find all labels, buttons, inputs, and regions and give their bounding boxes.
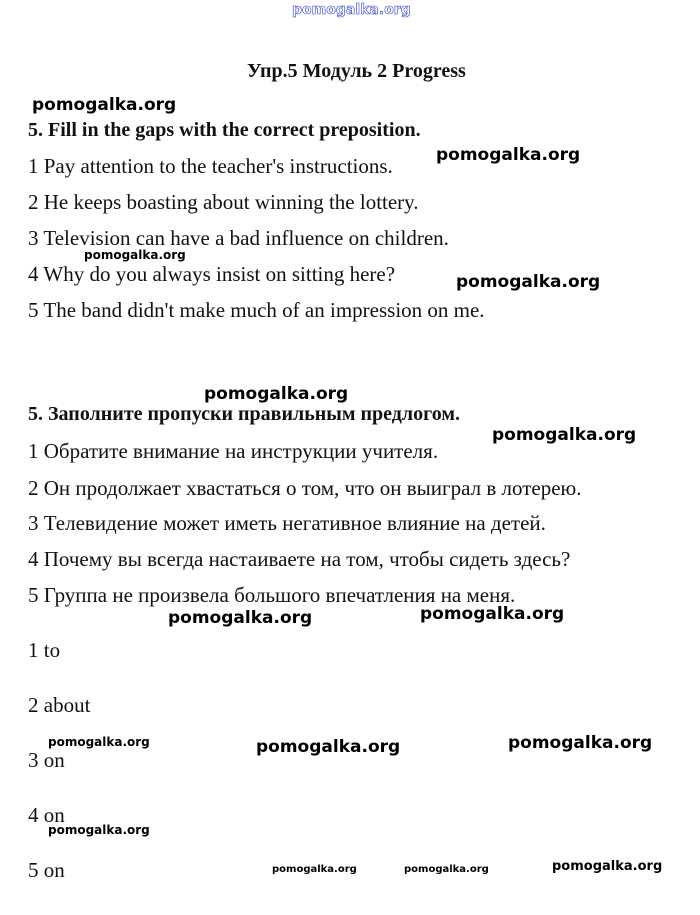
english-line-5: 5 The band didn't make much of an impression on me. [28,298,485,322]
watermark: pomogalka.org [492,425,637,445]
answer-1: 1 to [28,638,61,662]
watermark: pomogalka.org [404,864,489,875]
answer-3: 3 on [28,748,65,772]
watermark: pomogalka.org [456,272,601,292]
russian-line-4: 4 Почему вы всегда настаиваете на том, чтобы сидеть здесь? [28,547,571,571]
english-line-3: 3 Television can have a bad influence on children. [28,226,449,250]
page-title: Упр.5 Модуль 2 Progress [247,60,466,82]
watermark: pomogalka.org [168,608,313,628]
watermark: pomogalka.org [84,248,186,262]
watermark: pomogalka.org [272,864,357,875]
english-line-1: 1 Pay attention to the teacher's instructions. [28,154,393,178]
answer-5: 5 on [28,858,65,882]
watermark: pomogalka.org [204,384,349,404]
watermark: pomogalka.org [508,733,653,753]
english-line-4: 4 Why do you always insist on sitting here? [28,262,396,286]
answer-2: 2 about [28,693,91,717]
russian-line-5: 5 Группа не произвела большого впечатления на меня. [28,583,516,607]
watermark: pomogalka.org [256,737,401,757]
watermark: pomogalka.org [32,95,177,115]
watermark: pomogalka.org [48,735,150,749]
english-line-2: 2 He keeps boasting about winning the lottery. [28,190,419,214]
watermark: pomogalka.org [420,604,565,624]
header-watermark: pomogalka.org [292,2,411,18]
answer-4: 4 on [28,803,65,827]
russian-line-3: 3 Телевидение может иметь негативное влияние на детей. [28,511,546,535]
watermark: pomogalka.org [436,145,581,165]
watermark: pomogalka.org [552,859,663,874]
russian-line-2: 2 Он продолжает хвастаться о том, что он выиграл в лотерею. [28,476,582,500]
watermark: pomogalka.org [48,823,150,837]
russian-heading: 5. Заполните пропуски правильным предлогом. [28,403,460,425]
russian-line-1: 1 Обратите внимание на инструкции учителя. [28,439,439,463]
english-heading: 5. Fill in the gaps with the correct preposition. [28,119,421,141]
